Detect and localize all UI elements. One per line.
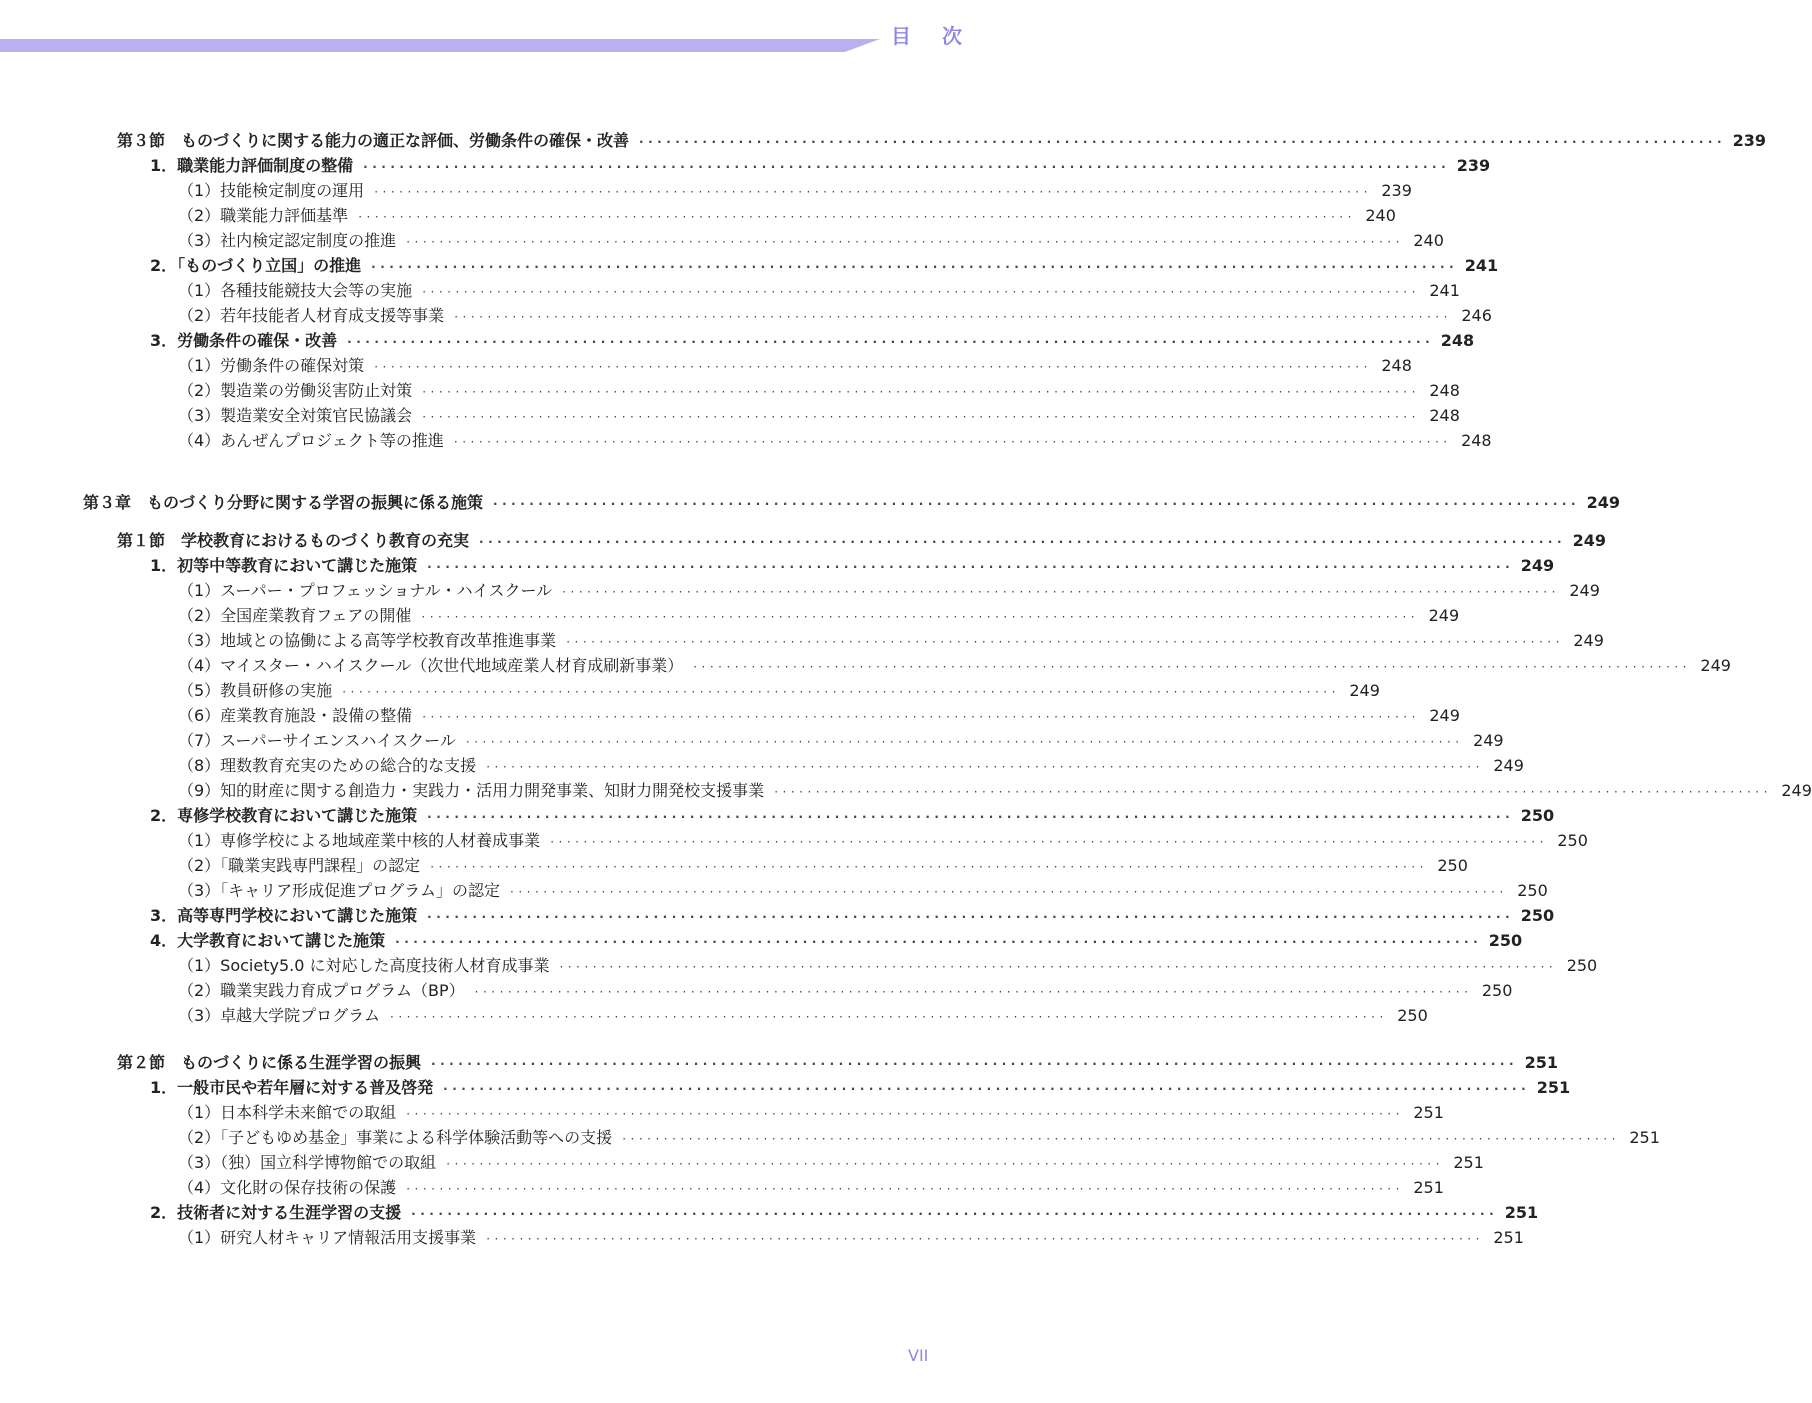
toc-leader-dots: ························································································································ xyxy=(422,285,1420,299)
toc-entry[interactable] xyxy=(150,928,1523,953)
toc-entry-label: （3）地域との協働による高等学校教育改革推進事業 xyxy=(178,631,557,650)
toc-leader-dots: ························································································································ xyxy=(347,335,1435,349)
toc-entry-label: （2）製造業の労働災害防止対策 xyxy=(178,381,413,400)
toc-entry[interactable] xyxy=(178,678,1380,703)
toc-leader-dots: ························································································································ xyxy=(550,835,1548,849)
toc-leader-dots: ························································································································ xyxy=(363,160,1451,174)
toc-leader-dots: ························································································································ xyxy=(639,135,1727,149)
toc-leader-dots: ························································································································ xyxy=(566,635,1564,649)
header-band xyxy=(0,39,880,52)
toc-entry-page: 249 xyxy=(1428,606,1460,625)
toc-leader-dots: ························································································································ xyxy=(486,1232,1484,1246)
toc-entry-page: 251 xyxy=(1413,1178,1444,1197)
toc-leader-dots: ························································································································ xyxy=(422,410,1420,424)
toc-entry[interactable] xyxy=(178,203,1396,228)
toc-leader-dots: ························································································································ xyxy=(411,1207,1499,1221)
toc-entry[interactable] xyxy=(178,703,1460,728)
toc-entry[interactable] xyxy=(178,1225,1524,1250)
toc-entry-label: （1）Society5.0 に対応した高度技術人材育成事業 xyxy=(178,956,550,975)
toc-entry[interactable] xyxy=(178,278,1460,303)
toc-entry-label: 2．「ものづくり立国」の推進 xyxy=(150,256,362,275)
toc-entry-label: 第３章 ものづくり分野に関する学習の振興に係る施策 xyxy=(83,493,484,512)
toc-entry[interactable] xyxy=(178,628,1604,653)
toc-leader-dots: ························································································································ xyxy=(453,435,1452,449)
toc-entry[interactable] xyxy=(178,1175,1444,1200)
toc-leader-dots: ························································································································ xyxy=(774,785,1772,799)
toc-entry-label: （1）労働条件の確保対策 xyxy=(178,356,365,375)
toc-leader-dots: ························································································································ xyxy=(465,735,1464,749)
toc-entry[interactable] xyxy=(178,303,1492,328)
toc-entry-page: 239 xyxy=(1732,131,1767,150)
toc-entry-page: 249 xyxy=(1700,656,1731,675)
toc-entry[interactable] xyxy=(178,753,1524,778)
toc-entry[interactable] xyxy=(150,1075,1571,1100)
toc-entry[interactable] xyxy=(178,828,1588,853)
toc-entry-page: 251 xyxy=(1493,1228,1524,1247)
toc-leader-dots: ························································································································ xyxy=(693,660,1691,674)
header-title: 目 次 xyxy=(891,24,974,48)
toc-entry[interactable] xyxy=(83,490,1621,515)
toc-entry-page: 250 xyxy=(1488,931,1523,950)
toc-entry-label: 1．職業能力評価制度の整備 xyxy=(150,156,354,175)
toc-entry[interactable] xyxy=(178,878,1548,903)
toc-leader-dots: ························································································································ xyxy=(406,1182,1404,1196)
toc-entry[interactable] xyxy=(150,553,1555,578)
toc-entry-page: 251 xyxy=(1536,1078,1571,1097)
toc-entry-label: （9）知的財産に関する創造力・実践力・活用力開発事業、知財力開発校支援事業 xyxy=(178,781,765,800)
toc-entry-page: 249 xyxy=(1349,681,1380,700)
toc-entry-label: （1）スーパー・プロフェッショナル・ハイスクール xyxy=(178,581,553,600)
toc-entry-label: 1．一般市民や若年層に対する普及啓発 xyxy=(150,1078,434,1097)
toc-entry-page: 251 xyxy=(1453,1153,1484,1172)
toc-entry[interactable] xyxy=(178,953,1598,978)
toc-entry[interactable] xyxy=(150,803,1555,828)
toc-entry-page: 249 xyxy=(1520,556,1555,575)
toc-leader-dots: ························································································································ xyxy=(427,910,1515,924)
toc-entry[interactable] xyxy=(150,253,1499,278)
toc-entry[interactable] xyxy=(178,1150,1484,1175)
toc-entry-label: （2）「子どもゆめ基金」事業による科学体験活動等への支援 xyxy=(178,1128,613,1147)
toc-entry-page: 241 xyxy=(1464,256,1499,275)
toc-leader-dots: ························································································································ xyxy=(406,235,1404,249)
toc-entry-label: 3．労働条件の確保・改善 xyxy=(150,331,338,350)
toc-entry-label: （2）全国産業教育フェアの開催 xyxy=(178,606,412,625)
toc-entry[interactable] xyxy=(117,1050,1559,1075)
toc-leader-dots: ························································································································ xyxy=(454,310,1452,324)
toc-entry-page: 251 xyxy=(1524,1053,1559,1072)
toc-leader-dots: ························································································································ xyxy=(427,560,1515,574)
toc-entry[interactable] xyxy=(150,328,1475,353)
toc-entry-label: （8）理数教育充実のための総合的な支援 xyxy=(178,756,477,775)
toc-entry-label: 4．大学教育において講じた施策 xyxy=(150,931,386,950)
toc-entry[interactable] xyxy=(178,1100,1444,1125)
toc-entry[interactable] xyxy=(178,778,1812,803)
toc-entry-page: 248 xyxy=(1381,356,1412,375)
toc-entry-page: 250 xyxy=(1517,881,1548,900)
toc-entry-page: 250 xyxy=(1481,981,1513,1000)
toc-entry-label: （2）若年技能者人材育成支援等事業 xyxy=(178,306,445,325)
toc-leader-dots: ························································································································ xyxy=(431,1057,1519,1071)
toc-entry[interactable] xyxy=(178,353,1412,378)
toc-entry-page: 249 xyxy=(1572,531,1607,550)
toc-entry[interactable] xyxy=(178,228,1444,253)
toc-entry-page: 250 xyxy=(1520,806,1555,825)
toc-entry-label: （2）職業実践力育成プログラム（BP） xyxy=(178,981,465,1000)
toc-leader-dots: ························································································································ xyxy=(395,935,1483,949)
toc-entry-label: （3）「キャリア形成促進プログラム」の認定 xyxy=(178,881,501,900)
toc-entry-page: 241 xyxy=(1429,281,1460,300)
toc-leader-dots: ························································································································ xyxy=(622,1132,1620,1146)
toc-entry-label: （3）社内検定認定制度の推進 xyxy=(178,231,397,250)
toc-entry-label: （6）産業教育施設・設備の整備 xyxy=(178,706,413,725)
toc-entry-label: 第１節 学校教育におけるものづくり教育の充実 xyxy=(117,531,470,550)
toc-leader-dots: ························································································································ xyxy=(371,260,1459,274)
toc-entry-page: 239 xyxy=(1381,181,1412,200)
toc-entry-page: 250 xyxy=(1437,856,1468,875)
toc-entry-page: 250 xyxy=(1520,906,1555,925)
toc-entry-label: （3）卓越大学院プログラム xyxy=(178,1006,381,1025)
toc-leader-dots: ························································································································ xyxy=(390,1010,1388,1024)
toc-entry-page: 250 xyxy=(1397,1006,1428,1025)
toc-leader-dots: ························································································································ xyxy=(422,385,1420,399)
toc-entry-label: 3．高等専門学校において講じた施策 xyxy=(150,906,418,925)
toc-entry[interactable] xyxy=(117,528,1607,553)
toc-entry-page: 240 xyxy=(1365,206,1396,225)
toc-entry[interactable] xyxy=(178,1003,1428,1028)
toc-entry[interactable] xyxy=(178,978,1513,1003)
toc-entry-page: 250 xyxy=(1557,831,1588,850)
page-number: VII xyxy=(908,1346,929,1365)
toc-entry-page: 249 xyxy=(1429,706,1460,725)
toc-leader-dots: ························································································································ xyxy=(486,760,1484,774)
toc-entry-page: 249 xyxy=(1573,631,1604,650)
toc-entry-label: （1）専修学校による地域産業中核的人材養成事業 xyxy=(178,831,541,850)
toc-leader-dots: ························································································································ xyxy=(510,885,1508,899)
toc-leader-dots: ························································································································ xyxy=(342,685,1340,699)
toc-entry-label: （1）技能検定制度の運用 xyxy=(178,181,365,200)
toc-entry-label: （2）職業能力評価基準 xyxy=(178,206,349,225)
toc-leader-dots: ························································································································ xyxy=(430,860,1428,874)
toc-entry[interactable] xyxy=(178,653,1731,678)
toc-entry-page: 249 xyxy=(1473,731,1504,750)
toc-entry[interactable] xyxy=(178,428,1492,453)
toc-entry-page: 249 xyxy=(1586,493,1621,512)
toc-entry-label: （1）研究人材キャリア情報活用支援事業 xyxy=(178,1228,477,1247)
toc-leader-dots: ························································································································ xyxy=(406,1107,1404,1121)
toc-entry-label: 第２節 ものづくりに係る生涯学習の振興 xyxy=(117,1053,422,1072)
toc-entry[interactable] xyxy=(178,578,1600,603)
toc-entry-page: 250 xyxy=(1566,956,1598,975)
toc-entry-label: （7）スーパーサイエンスハイスクール xyxy=(178,731,456,750)
toc-leader-dots: ························································································································ xyxy=(562,585,1560,599)
toc-leader-dots: ························································································································ xyxy=(479,535,1567,549)
toc-entry[interactable] xyxy=(150,1200,1539,1225)
toc-leader-dots: ························································································································ xyxy=(422,710,1420,724)
toc-entry-label: （1）日本科学未来館での取組 xyxy=(178,1103,397,1122)
toc-entry[interactable] xyxy=(117,128,1767,153)
toc-entry-page: 249 xyxy=(1781,781,1812,800)
toc-entry-page: 248 xyxy=(1440,331,1475,350)
toc-leader-dots: ························································································································ xyxy=(559,960,1558,974)
toc-entry-page: 249 xyxy=(1493,756,1524,775)
toc-entry[interactable] xyxy=(178,378,1460,403)
toc-entry-label: （1）各種技能競技大会等の実施 xyxy=(178,281,413,300)
toc-leader-dots: ························································································································ xyxy=(358,210,1356,224)
toc-entry-label: （4）あんぜんプロジェクト等の推進 xyxy=(178,431,444,450)
toc-leader-dots: ························································································································ xyxy=(421,610,1420,624)
toc-leader-dots: ························································································································ xyxy=(446,1157,1444,1171)
toc-entry-page: 251 xyxy=(1413,1103,1444,1122)
toc-entry-label: 2．技術者に対する生涯学習の支援 xyxy=(150,1203,402,1222)
toc-entry-page: 248 xyxy=(1429,381,1460,400)
toc-entry[interactable] xyxy=(178,728,1504,753)
toc-entry[interactable] xyxy=(178,603,1460,628)
toc-entry-page: 249 xyxy=(1569,581,1600,600)
toc-entry[interactable] xyxy=(150,153,1491,178)
toc-entry-label: （3）製造業安全対策官民協議会 xyxy=(178,406,413,425)
toc-entry-label: （3）（独）国立科学博物館での取組 xyxy=(178,1153,437,1172)
toc-leader-dots: ························································································································ xyxy=(493,497,1581,511)
toc-leader-dots: ························································································································ xyxy=(443,1082,1531,1096)
toc-entry-label: 1．初等中等教育において講じた施策 xyxy=(150,556,418,575)
toc-entry-label: 2．専修学校教育において講じた施策 xyxy=(150,806,418,825)
toc-entry-page: 251 xyxy=(1504,1203,1539,1222)
toc-entry-label: （5）教員研修の実施 xyxy=(178,681,333,700)
toc-entry-page: 239 xyxy=(1456,156,1491,175)
toc-entry[interactable] xyxy=(178,853,1468,878)
toc-entry-label: （2）「職業実践専門課程」の認定 xyxy=(178,856,421,875)
toc-leader-dots: ························································································································ xyxy=(427,810,1515,824)
toc-entry-page: 240 xyxy=(1413,231,1444,250)
toc-leader-dots: ························································································································ xyxy=(374,185,1372,199)
toc-leader-dots: ························································································································ xyxy=(374,360,1372,374)
toc-entry-label: （4）文化財の保存技術の保護 xyxy=(178,1178,397,1197)
toc-entry-page: 248 xyxy=(1429,406,1460,425)
toc-entry[interactable] xyxy=(178,178,1412,203)
toc-entry-page: 246 xyxy=(1461,306,1492,325)
toc-leader-dots: ························································································································ xyxy=(474,985,1473,999)
toc-entry-page: 251 xyxy=(1629,1128,1660,1147)
toc-entry[interactable] xyxy=(178,403,1460,428)
toc-entry[interactable] xyxy=(178,1125,1660,1150)
toc-entry-label: （4）マイスター・ハイスクール（次世代地域産業人材育成刷新事業） xyxy=(178,656,684,675)
toc-entry-label: 第３節 ものづくりに関する能力の適正な評価、労働条件の確保・改善 xyxy=(117,131,630,150)
toc-entry-page: 248 xyxy=(1461,431,1492,450)
toc-entry[interactable] xyxy=(150,903,1555,928)
